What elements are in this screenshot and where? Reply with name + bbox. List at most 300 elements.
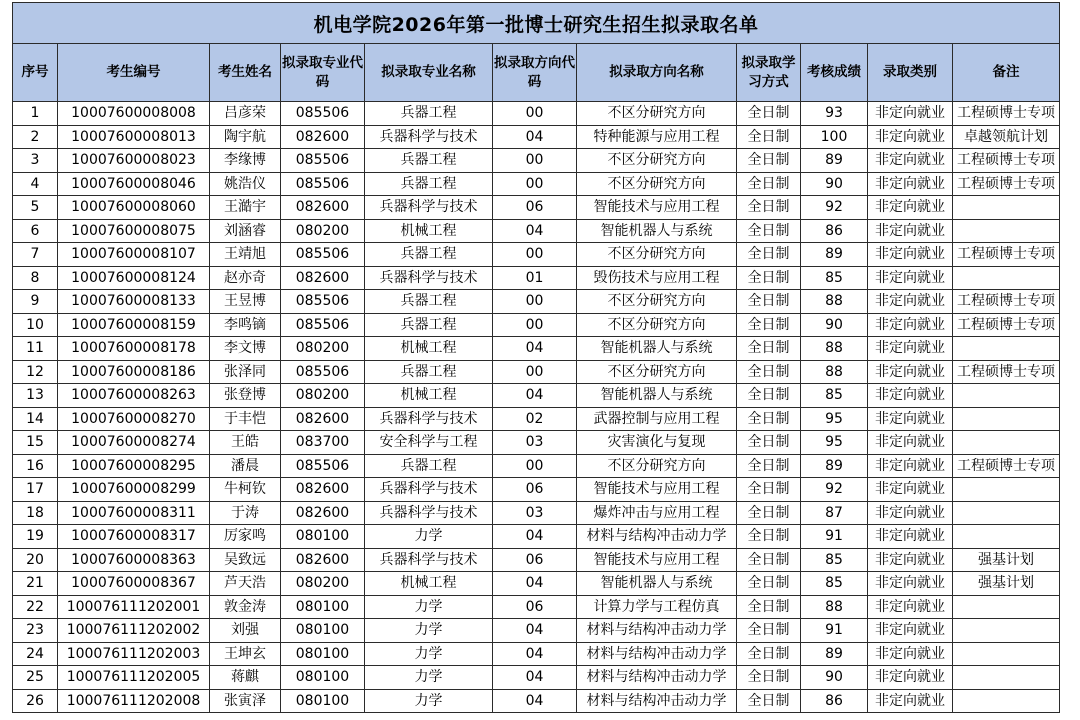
- cell-remarks: 工程硕博士专项: [953, 172, 1060, 196]
- cell-candidate-id: 10007600008363: [58, 548, 210, 572]
- header-direction-code: 拟录取方向代码: [493, 44, 577, 102]
- cell-admission-category: 非定向就业: [868, 384, 953, 408]
- cell-major-name: 力学: [365, 689, 493, 713]
- cell-study-mode: 全日制: [737, 337, 801, 361]
- cell-index: 10: [13, 313, 58, 337]
- table-row: [13, 431, 1060, 455]
- cell-candidate-id: 10007600008046: [58, 172, 210, 196]
- cell-direction-name: 特种能源与应用工程: [577, 125, 737, 149]
- cell-major-name: 力学: [365, 619, 493, 643]
- table-row: [13, 454, 1060, 478]
- cell-study-mode: 全日制: [737, 149, 801, 173]
- cell-direction-code: 04: [493, 572, 577, 596]
- cell-direction-name: 爆炸冲击与应用工程: [577, 501, 737, 525]
- cell-remarks: 卓越领航计划: [953, 125, 1060, 149]
- cell-admission-category: 非定向就业: [868, 196, 953, 220]
- cell-index: 7: [13, 243, 58, 267]
- cell-major-code: 080100: [281, 525, 365, 549]
- cell-score: 85: [801, 548, 868, 572]
- cell-candidate-name: 姚浩仪: [210, 172, 281, 196]
- cell-remarks: [953, 595, 1060, 619]
- cell-study-mode: 全日制: [737, 431, 801, 455]
- cell-study-mode: 全日制: [737, 102, 801, 126]
- cell-admission-category: 非定向就业: [868, 219, 953, 243]
- cell-study-mode: 全日制: [737, 266, 801, 290]
- cell-direction-name: 智能机器人与系统: [577, 572, 737, 596]
- table-row: [13, 196, 1060, 220]
- cell-candidate-name: 刘涵睿: [210, 219, 281, 243]
- cell-score: 89: [801, 243, 868, 267]
- table-row: [13, 407, 1060, 431]
- cell-candidate-name: 王昱博: [210, 290, 281, 314]
- cell-index: 2: [13, 125, 58, 149]
- cell-major-code: 085506: [281, 102, 365, 126]
- cell-direction-code: 00: [493, 313, 577, 337]
- cell-candidate-name: 王坤玄: [210, 642, 281, 666]
- cell-score: 91: [801, 619, 868, 643]
- table-row: [13, 666, 1060, 690]
- cell-study-mode: 全日制: [737, 501, 801, 525]
- cell-direction-name: 不区分研究方向: [577, 172, 737, 196]
- cell-direction-name: 材料与结构冲击动力学: [577, 689, 737, 713]
- cell-major-code: 082600: [281, 125, 365, 149]
- cell-study-mode: 全日制: [737, 243, 801, 267]
- cell-admission-category: 非定向就业: [868, 266, 953, 290]
- cell-direction-code: 04: [493, 666, 577, 690]
- cell-direction-code: 03: [493, 501, 577, 525]
- cell-major-name: 兵器工程: [365, 454, 493, 478]
- cell-direction-name: 不区分研究方向: [577, 149, 737, 173]
- cell-admission-category: 非定向就业: [868, 125, 953, 149]
- cell-admission-category: 非定向就业: [868, 478, 953, 502]
- cell-score: 89: [801, 454, 868, 478]
- cell-study-mode: 全日制: [737, 595, 801, 619]
- cell-direction-name: 智能机器人与系统: [577, 384, 737, 408]
- cell-major-code: 082600: [281, 196, 365, 220]
- cell-study-mode: 全日制: [737, 172, 801, 196]
- cell-major-code: 085506: [281, 454, 365, 478]
- cell-direction-name: 不区分研究方向: [577, 102, 737, 126]
- cell-candidate-id: 10007600008178: [58, 337, 210, 361]
- table-row: [13, 384, 1060, 408]
- cell-remarks: 工程硕博士专项: [953, 313, 1060, 337]
- cell-index: 19: [13, 525, 58, 549]
- cell-remarks: [953, 431, 1060, 455]
- cell-candidate-name: 李缘博: [210, 149, 281, 173]
- cell-remarks: 工程硕博士专项: [953, 102, 1060, 126]
- cell-candidate-id: 10007600008186: [58, 360, 210, 384]
- cell-score: 90: [801, 313, 868, 337]
- cell-direction-code: 03: [493, 431, 577, 455]
- cell-candidate-id: 10007600008295: [58, 454, 210, 478]
- cell-index: 26: [13, 689, 58, 713]
- cell-direction-code: 00: [493, 243, 577, 267]
- cell-direction-name: 不区分研究方向: [577, 360, 737, 384]
- cell-score: 90: [801, 172, 868, 196]
- cell-index: 4: [13, 172, 58, 196]
- cell-candidate-id: 10007600008311: [58, 501, 210, 525]
- header-remarks: 备注: [953, 44, 1060, 102]
- cell-major-code: 085506: [281, 149, 365, 173]
- header-direction-name: 拟录取方向名称: [577, 44, 737, 102]
- cell-candidate-id: 10007600008263: [58, 384, 210, 408]
- cell-remarks: [953, 478, 1060, 502]
- cell-major-code: 082600: [281, 266, 365, 290]
- cell-major-code: 083700: [281, 431, 365, 455]
- cell-major-name: 兵器科学与技术: [365, 266, 493, 290]
- cell-major-code: 080200: [281, 337, 365, 361]
- cell-index: 15: [13, 431, 58, 455]
- cell-direction-name: 计算力学与工程仿真: [577, 595, 737, 619]
- cell-candidate-id: 100076111202003: [58, 642, 210, 666]
- cell-study-mode: 全日制: [737, 642, 801, 666]
- cell-candidate-id: 10007600008317: [58, 525, 210, 549]
- cell-direction-name: 武器控制与应用工程: [577, 407, 737, 431]
- cell-remarks: [953, 525, 1060, 549]
- cell-index: 18: [13, 501, 58, 525]
- cell-candidate-name: 厉家鸣: [210, 525, 281, 549]
- cell-admission-category: 非定向就业: [868, 454, 953, 478]
- cell-candidate-id: 10007600008107: [58, 243, 210, 267]
- cell-admission-category: 非定向就业: [868, 595, 953, 619]
- cell-direction-code: 00: [493, 102, 577, 126]
- cell-admission-category: 非定向就业: [868, 431, 953, 455]
- cell-candidate-name: 敦金涛: [210, 595, 281, 619]
- cell-major-code: 080200: [281, 219, 365, 243]
- cell-remarks: 强基计划: [953, 548, 1060, 572]
- cell-index: 13: [13, 384, 58, 408]
- header-score: 考核成绩: [801, 44, 868, 102]
- table-row: [13, 337, 1060, 361]
- cell-candidate-name: 赵亦奇: [210, 266, 281, 290]
- cell-candidate-name: 张寅泽: [210, 689, 281, 713]
- cell-major-name: 机械工程: [365, 219, 493, 243]
- cell-direction-name: 智能技术与应用工程: [577, 196, 737, 220]
- cell-study-mode: 全日制: [737, 196, 801, 220]
- cell-index: 16: [13, 454, 58, 478]
- cell-candidate-id: 100076111202008: [58, 689, 210, 713]
- cell-study-mode: 全日制: [737, 525, 801, 549]
- header-candidate-name: 考生姓名: [210, 44, 281, 102]
- cell-study-mode: 全日制: [737, 689, 801, 713]
- cell-remarks: 强基计划: [953, 572, 1060, 596]
- cell-remarks: [953, 337, 1060, 361]
- cell-candidate-name: 王靖旭: [210, 243, 281, 267]
- cell-direction-name: 智能技术与应用工程: [577, 478, 737, 502]
- cell-direction-code: 04: [493, 619, 577, 643]
- cell-admission-category: 非定向就业: [868, 290, 953, 314]
- cell-score: 90: [801, 666, 868, 690]
- cell-remarks: [953, 196, 1060, 220]
- cell-direction-code: 00: [493, 149, 577, 173]
- table-row: [13, 172, 1060, 196]
- cell-index: 3: [13, 149, 58, 173]
- cell-candidate-id: 10007600008133: [58, 290, 210, 314]
- cell-major-code: 082600: [281, 501, 365, 525]
- table-row: [13, 501, 1060, 525]
- cell-major-code: 082600: [281, 478, 365, 502]
- cell-major-name: 机械工程: [365, 337, 493, 361]
- header-candidate-id: 考生编号: [58, 44, 210, 102]
- cell-direction-code: 04: [493, 384, 577, 408]
- cell-index: 5: [13, 196, 58, 220]
- cell-remarks: [953, 219, 1060, 243]
- cell-direction-name: 智能机器人与系统: [577, 219, 737, 243]
- cell-major-code: 080100: [281, 642, 365, 666]
- table-row: [13, 266, 1060, 290]
- cell-score: 92: [801, 196, 868, 220]
- cell-score: 86: [801, 689, 868, 713]
- cell-score: 88: [801, 595, 868, 619]
- cell-major-code: 082600: [281, 548, 365, 572]
- cell-candidate-name: 陶宇航: [210, 125, 281, 149]
- cell-remarks: [953, 407, 1060, 431]
- cell-index: 20: [13, 548, 58, 572]
- cell-direction-code: 06: [493, 595, 577, 619]
- cell-score: 86: [801, 219, 868, 243]
- table-row: [13, 102, 1060, 126]
- cell-major-name: 兵器工程: [365, 102, 493, 126]
- cell-direction-name: 材料与结构冲击动力学: [577, 619, 737, 643]
- cell-major-name: 兵器科学与技术: [365, 548, 493, 572]
- cell-index: 8: [13, 266, 58, 290]
- cell-remarks: [953, 384, 1060, 408]
- cell-score: 85: [801, 384, 868, 408]
- cell-candidate-name: 于涛: [210, 501, 281, 525]
- cell-direction-code: 04: [493, 337, 577, 361]
- cell-major-code: 080200: [281, 384, 365, 408]
- cell-score: 89: [801, 149, 868, 173]
- cell-score: 93: [801, 102, 868, 126]
- table-row: [13, 478, 1060, 502]
- cell-candidate-name: 张登博: [210, 384, 281, 408]
- cell-candidate-name: 吕彦荣: [210, 102, 281, 126]
- cell-score: 88: [801, 360, 868, 384]
- cell-index: 25: [13, 666, 58, 690]
- cell-major-name: 兵器科学与技术: [365, 501, 493, 525]
- cell-remarks: [953, 666, 1060, 690]
- cell-major-name: 兵器工程: [365, 243, 493, 267]
- cell-major-code: 080100: [281, 666, 365, 690]
- cell-candidate-name: 王皓: [210, 431, 281, 455]
- cell-direction-code: 06: [493, 548, 577, 572]
- cell-score: 87: [801, 501, 868, 525]
- cell-candidate-name: 张泽同: [210, 360, 281, 384]
- cell-index: 23: [13, 619, 58, 643]
- cell-candidate-id: 10007600008274: [58, 431, 210, 455]
- table-row: [13, 525, 1060, 549]
- cell-admission-category: 非定向就业: [868, 360, 953, 384]
- cell-major-code: 085506: [281, 313, 365, 337]
- cell-direction-code: 04: [493, 125, 577, 149]
- cell-candidate-id: 10007600008299: [58, 478, 210, 502]
- cell-index: 14: [13, 407, 58, 431]
- cell-study-mode: 全日制: [737, 572, 801, 596]
- cell-admission-category: 非定向就业: [868, 525, 953, 549]
- cell-study-mode: 全日制: [737, 478, 801, 502]
- cell-major-name: 兵器工程: [365, 172, 493, 196]
- cell-major-code: 085506: [281, 243, 365, 267]
- cell-score: 95: [801, 431, 868, 455]
- cell-major-name: 兵器工程: [365, 290, 493, 314]
- table-row: [13, 360, 1060, 384]
- cell-admission-category: 非定向就业: [868, 689, 953, 713]
- cell-direction-code: 04: [493, 642, 577, 666]
- header-major-code: 拟录取专业代码: [281, 44, 365, 102]
- cell-major-name: 力学: [365, 642, 493, 666]
- cell-direction-code: 04: [493, 689, 577, 713]
- cell-remarks: [953, 619, 1060, 643]
- table-row: [13, 572, 1060, 596]
- cell-major-name: 兵器科学与技术: [365, 478, 493, 502]
- cell-direction-name: 智能机器人与系统: [577, 337, 737, 361]
- cell-study-mode: 全日制: [737, 313, 801, 337]
- cell-direction-code: 00: [493, 360, 577, 384]
- cell-direction-code: 04: [493, 219, 577, 243]
- cell-major-code: 085506: [281, 360, 365, 384]
- cell-admission-category: 非定向就业: [868, 243, 953, 267]
- cell-candidate-id: 10007600008367: [58, 572, 210, 596]
- cell-admission-category: 非定向就业: [868, 572, 953, 596]
- table-row: [13, 219, 1060, 243]
- cell-major-name: 力学: [365, 595, 493, 619]
- cell-major-name: 机械工程: [365, 384, 493, 408]
- table-body: [13, 102, 1060, 713]
- cell-remarks: 工程硕博士专项: [953, 243, 1060, 267]
- cell-direction-name: 毁伤技术与应用工程: [577, 266, 737, 290]
- cell-score: 85: [801, 572, 868, 596]
- cell-remarks: [953, 266, 1060, 290]
- cell-candidate-id: 10007600008075: [58, 219, 210, 243]
- cell-direction-name: 不区分研究方向: [577, 243, 737, 267]
- cell-candidate-name: 李鸣镝: [210, 313, 281, 337]
- cell-score: 88: [801, 337, 868, 361]
- cell-study-mode: 全日制: [737, 384, 801, 408]
- cell-candidate-id: 10007600008124: [58, 266, 210, 290]
- cell-score: 88: [801, 290, 868, 314]
- header-index: 序号: [13, 44, 58, 102]
- cell-candidate-id: 100076111202001: [58, 595, 210, 619]
- cell-major-name: 兵器工程: [365, 149, 493, 173]
- table-row: [13, 642, 1060, 666]
- cell-major-name: 兵器科学与技术: [365, 196, 493, 220]
- cell-candidate-name: 牛柯钦: [210, 478, 281, 502]
- table-row: [13, 595, 1060, 619]
- cell-admission-category: 非定向就业: [868, 548, 953, 572]
- cell-study-mode: 全日制: [737, 454, 801, 478]
- cell-major-code: 080200: [281, 572, 365, 596]
- cell-direction-name: 不区分研究方向: [577, 454, 737, 478]
- cell-index: 9: [13, 290, 58, 314]
- table-row: [13, 548, 1060, 572]
- cell-major-code: 082600: [281, 407, 365, 431]
- cell-direction-code: 00: [493, 172, 577, 196]
- cell-direction-name: 材料与结构冲击动力学: [577, 642, 737, 666]
- cell-major-name: 兵器科学与技术: [365, 125, 493, 149]
- cell-candidate-id: 10007600008270: [58, 407, 210, 431]
- cell-index: 22: [13, 595, 58, 619]
- cell-remarks: [953, 689, 1060, 713]
- cell-candidate-id: 10007600008013: [58, 125, 210, 149]
- cell-candidate-name: 于丰恺: [210, 407, 281, 431]
- cell-remarks: [953, 642, 1060, 666]
- cell-admission-category: 非定向就业: [868, 619, 953, 643]
- table-row: [13, 689, 1060, 713]
- cell-remarks: 工程硕博士专项: [953, 149, 1060, 173]
- cell-study-mode: 全日制: [737, 407, 801, 431]
- cell-direction-name: 不区分研究方向: [577, 313, 737, 337]
- cell-major-code: 080100: [281, 595, 365, 619]
- cell-admission-category: 非定向就业: [868, 501, 953, 525]
- cell-admission-category: 非定向就业: [868, 337, 953, 361]
- cell-major-name: 力学: [365, 666, 493, 690]
- cell-major-name: 机械工程: [365, 572, 493, 596]
- cell-score: 85: [801, 266, 868, 290]
- cell-direction-code: 00: [493, 454, 577, 478]
- cell-direction-code: 06: [493, 196, 577, 220]
- cell-admission-category: 非定向就业: [868, 642, 953, 666]
- cell-direction-code: 02: [493, 407, 577, 431]
- cell-direction-code: 06: [493, 478, 577, 502]
- cell-major-name: 兵器科学与技术: [365, 407, 493, 431]
- cell-score: 95: [801, 407, 868, 431]
- cell-major-code: 080100: [281, 689, 365, 713]
- table-title: 机电学院2026年第一批博士研究生招生拟录取名单: [13, 3, 1060, 44]
- table-row: [13, 290, 1060, 314]
- cell-major-code: 085506: [281, 290, 365, 314]
- cell-direction-name: 灾害演化与复现: [577, 431, 737, 455]
- cell-direction-name: 材料与结构冲击动力学: [577, 666, 737, 690]
- cell-candidate-name: 芦天浩: [210, 572, 281, 596]
- table-row: [13, 149, 1060, 173]
- cell-index: 6: [13, 219, 58, 243]
- cell-remarks: 工程硕博士专项: [953, 360, 1060, 384]
- cell-direction-name: 材料与结构冲击动力学: [577, 525, 737, 549]
- cell-study-mode: 全日制: [737, 125, 801, 149]
- cell-candidate-id: 10007600008023: [58, 149, 210, 173]
- cell-study-mode: 全日制: [737, 360, 801, 384]
- cell-major-name: 兵器工程: [365, 313, 493, 337]
- cell-candidate-name: 王澔宇: [210, 196, 281, 220]
- cell-direction-code: 00: [493, 290, 577, 314]
- cell-study-mode: 全日制: [737, 290, 801, 314]
- cell-major-code: 085506: [281, 172, 365, 196]
- cell-study-mode: 全日制: [737, 619, 801, 643]
- cell-index: 17: [13, 478, 58, 502]
- cell-candidate-id: 10007600008159: [58, 313, 210, 337]
- cell-index: 1: [13, 102, 58, 126]
- cell-admission-category: 非定向就业: [868, 313, 953, 337]
- cell-candidate-name: 李文博: [210, 337, 281, 361]
- cell-direction-name: 智能技术与应用工程: [577, 548, 737, 572]
- cell-direction-name: 不区分研究方向: [577, 290, 737, 314]
- cell-direction-code: 01: [493, 266, 577, 290]
- cell-major-code: 080100: [281, 619, 365, 643]
- cell-direction-code: 04: [493, 525, 577, 549]
- table-row: [13, 243, 1060, 267]
- table-row: [13, 313, 1060, 337]
- cell-remarks: [953, 501, 1060, 525]
- cell-admission-category: 非定向就业: [868, 407, 953, 431]
- cell-score: 91: [801, 525, 868, 549]
- table-row: [13, 125, 1060, 149]
- cell-study-mode: 全日制: [737, 219, 801, 243]
- cell-remarks: 工程硕博士专项: [953, 454, 1060, 478]
- cell-candidate-id: 100076111202002: [58, 619, 210, 643]
- admission-table: [12, 2, 1060, 713]
- cell-remarks: 工程硕博士专项: [953, 290, 1060, 314]
- cell-major-name: 力学: [365, 525, 493, 549]
